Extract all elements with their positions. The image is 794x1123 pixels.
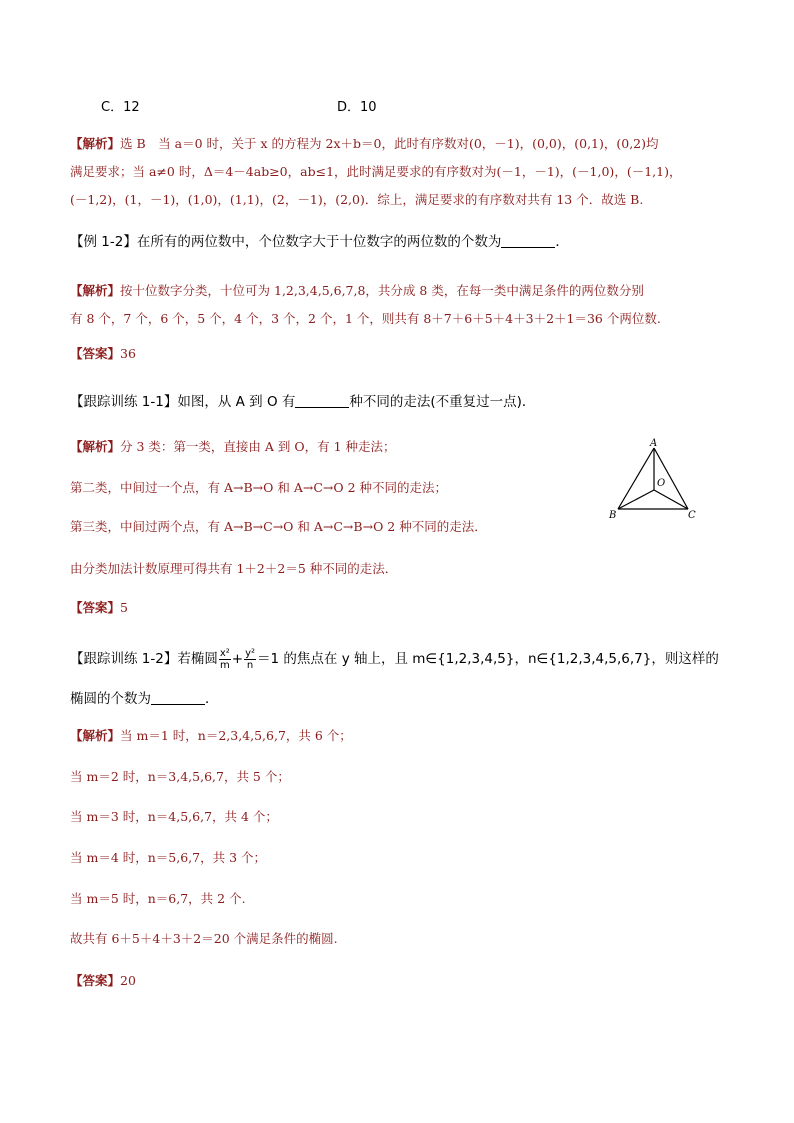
triangle-diagram: [606, 436, 702, 524]
answer-value: 36: [120, 346, 136, 361]
solution-1-line-3: (－1,2)，(1，－1)，(1,0)，(1,1)，(2，－1)，(2,0)．综上，满足要求的有序数对共有 13 个．故选 B.: [70, 192, 644, 207]
fraction-denominator: n: [246, 659, 254, 671]
fraction-x-over-m: [219, 648, 231, 671]
solution-text: 选 B 当 a＝0 时，关于 x 的方程为 2x＋b＝0，此时有序数对(0，－1)，(0,0)，(0,1)，(0,2)均: [120, 136, 659, 151]
solution-4-line-5: 当 m＝5 时，n＝6,7，共 2 个.: [70, 891, 246, 906]
solution-tag: 【解析】: [70, 728, 121, 743]
training-tag: 【跟踪训练 1-2】: [70, 651, 178, 667]
solution-3-line-2: 第二类，中间过一个点，有 A→B→O 和 A→C→O 2 种不同的走法；: [70, 480, 448, 495]
question-text-pre: 如图，从 A 到 O 有: [177, 394, 296, 410]
solution-tag: 【解析】: [70, 439, 121, 454]
solution-3-line-1: [70, 438, 396, 456]
training-tag: 【跟踪训练 1-1】: [70, 394, 178, 410]
answer-tag: 【答案】: [70, 600, 121, 615]
answer-tag: 【答案】: [70, 346, 121, 361]
question-text-line-2: 椭圆的个数为: [70, 691, 151, 707]
solution-4-line-6: 故共有 6＋5＋4＋3＋2＝20 个满足条件的椭圆.: [70, 931, 338, 946]
question-text-pre: 若椭圆: [177, 651, 218, 667]
solution-text: 当 m＝1 时，n＝2,3,4,5,6,7，共 6 个；: [120, 728, 352, 743]
solution-tag: 【解析】: [70, 136, 121, 151]
solution-text: 分 3 类：第一类，直接由 A 到 O，有 1 种走法；: [120, 439, 396, 454]
plus-sign: +: [231, 651, 244, 667]
example-1-2-question: [70, 233, 569, 251]
fraction-denominator: m: [219, 659, 230, 671]
solution-3-line-3: 第三类，中间过两个点，有 A→B→C→O 和 A→C→B→O 2 种不同的走法．: [70, 519, 487, 534]
training-1-2-question-line-2: [70, 690, 219, 708]
solution-3-line-4: 由分类加法计数原理可得共有 1＋2＋2＝5 种不同的走法．: [70, 561, 398, 576]
answer-4: [70, 972, 136, 990]
question-text: 在所有的两位数中，个位数字大于十位数字的两位数的个数为: [136, 234, 502, 250]
fraction-numerator: y²: [245, 647, 256, 659]
vertex-b-label: B: [609, 510, 617, 521]
solution-1-line-2: 满足要求；当 a≠0 时，Δ＝4－4ab≥0，ab≤1，此时满足要求的有序数对为(－1，－1)，(－1,0)，(－1,1)，: [70, 164, 682, 179]
answer-blank: [295, 393, 349, 408]
solution-tag: 【解析】: [70, 283, 121, 298]
training-1-1-question: [70, 393, 535, 411]
solution-1-line-1: [70, 135, 659, 153]
solution-2-line-2: 有 8 个，7 个，6 个，5 个，4 个，3 个，2 个，1 个，则共有 8＋7＋6＋5＋4＋3＋2＋1＝36 个两位数.: [70, 311, 661, 326]
example-tag: 【例 1-2】: [70, 234, 137, 250]
solution-4-line-1: [70, 727, 352, 745]
fraction-numerator: x²: [219, 647, 230, 659]
solution-4-line-3: 当 m＝3 时，n＝4,5,6,7，共 4 个；: [70, 809, 278, 824]
answer-tag: 【答案】: [70, 973, 121, 988]
answer-value: 5: [120, 600, 128, 615]
vertex-c-label: C: [688, 510, 696, 521]
solution-4-line-2: 当 m＝2 时，n＝3,4,5,6,7，共 5 个；: [70, 769, 290, 784]
answer-3: [70, 599, 128, 617]
answer-blank: [151, 690, 205, 705]
question-end: ．: [205, 691, 219, 707]
solution-4-line-4: 当 m＝4 时，n＝5,6,7，共 3 个；: [70, 850, 267, 865]
answer-2: [70, 345, 136, 363]
vertex-a-label: A: [650, 438, 658, 449]
answer-value: 20: [120, 973, 136, 988]
vertex-o-label: O: [657, 478, 666, 489]
option-c: C．12: [101, 100, 140, 115]
fraction-y-over-n: [244, 648, 256, 671]
training-1-2-question-line-1: [70, 647, 719, 671]
solution-2-line-1: [70, 282, 644, 300]
question-end: ．: [555, 234, 569, 250]
question-text-post: 种不同的走法(不重复过一点)．: [349, 394, 536, 410]
solution-text: 按十位数字分类，十位可为 1,2,3,4,5,6,7,8，共分成 8 类，在每一类中满足条件的两位数分别: [120, 283, 644, 298]
option-d: D．10: [337, 100, 377, 115]
question-text-mid: ＝1 的焦点在 y 轴上，且 m∈{1,2,3,4,5}，n∈{1,2,3,4,5,6,7}，则这样的: [257, 651, 719, 667]
answer-blank: [501, 233, 555, 248]
